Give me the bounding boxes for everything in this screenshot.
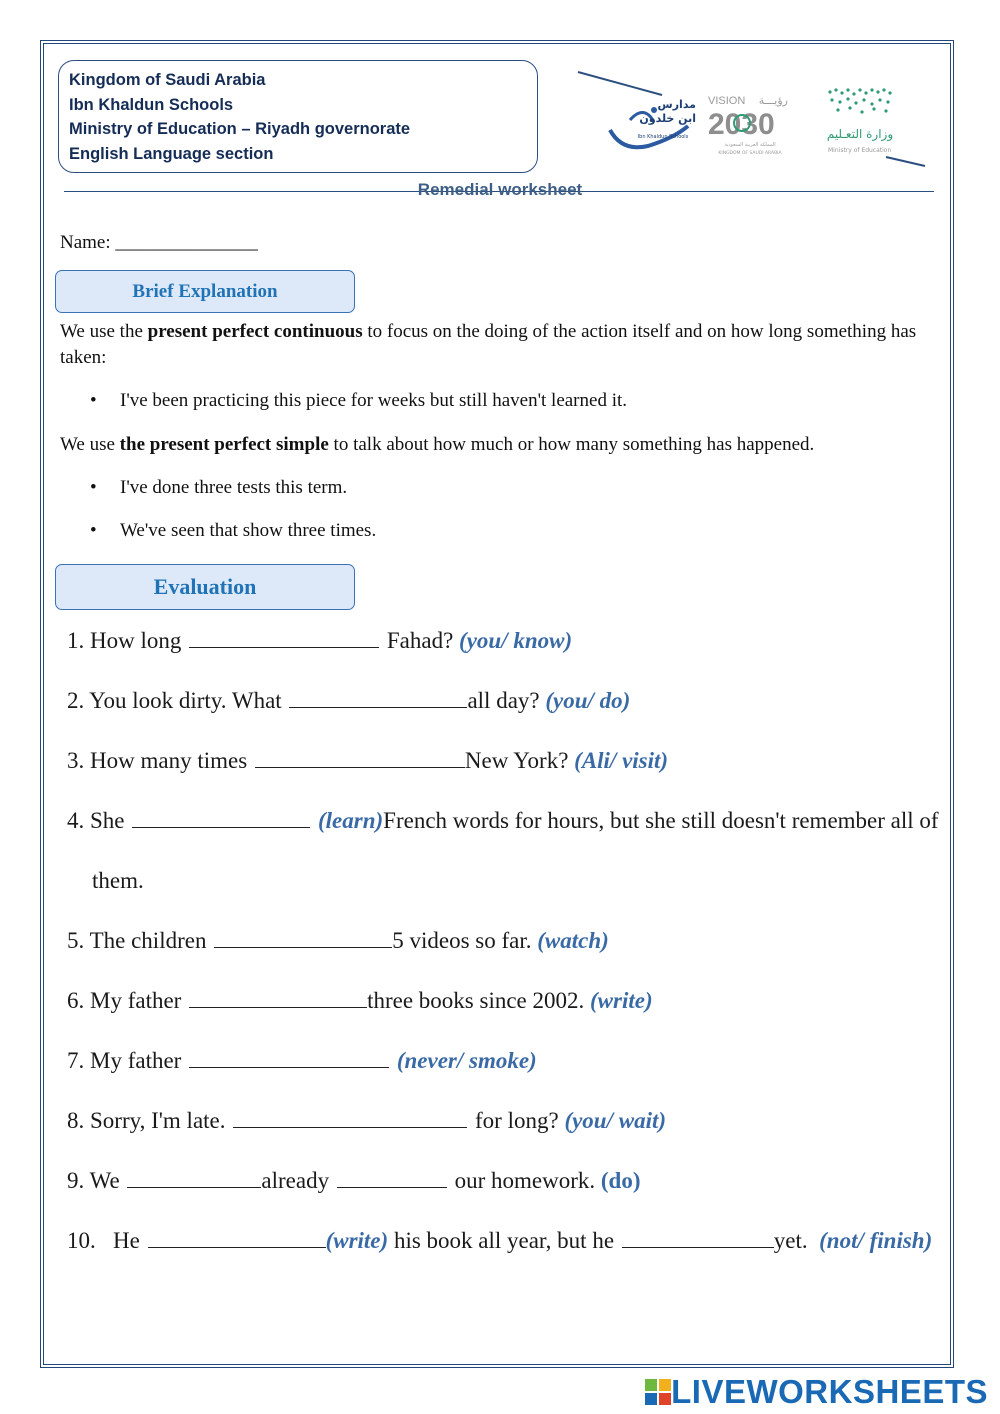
vision-english-sub: KINGDOM OF SAUDI ARABIA xyxy=(718,151,782,156)
question-number: 10. xyxy=(67,1228,96,1253)
question-text: Fahad? xyxy=(386,628,454,653)
liveworksheets-logo xyxy=(645,1372,988,1412)
answer-blank[interactable] xyxy=(189,989,367,1008)
question-number: 7. xyxy=(67,1048,85,1073)
question-text: How long xyxy=(90,628,182,653)
vision-word: VISION xyxy=(708,95,746,107)
vision-2030-logo xyxy=(708,94,788,156)
question-text: You look dirty. What xyxy=(89,688,282,713)
question-4-continuation: them. xyxy=(92,868,144,893)
bullet-dot: • xyxy=(90,520,97,541)
header-line-country: Kingdom of Saudi Arabia xyxy=(69,71,266,89)
answer-blank[interactable] xyxy=(622,1229,774,1248)
question-text: New York? xyxy=(464,748,569,773)
question-text: Sorry, I'm late. xyxy=(90,1108,226,1133)
bullet-item xyxy=(90,477,347,499)
answer-blank[interactable] xyxy=(289,689,467,708)
bullet-text: I've done three tests this term. xyxy=(120,477,348,498)
question-text: The children xyxy=(89,928,207,953)
header-line-section: English Language section xyxy=(69,144,274,163)
header-logos xyxy=(570,60,940,175)
ministry-logo xyxy=(827,88,893,154)
question-number: 5. xyxy=(67,928,85,953)
question-7 xyxy=(67,1048,537,1074)
vision-year: 2030 xyxy=(708,108,775,141)
question-number: 9. xyxy=(67,1168,85,1193)
question-10 xyxy=(67,1228,932,1254)
p1-bold: present perfect continuous xyxy=(147,321,363,342)
question-text: our homework. xyxy=(454,1168,596,1193)
school-arabic-name-2: ابن خلدون xyxy=(639,112,696,125)
question-text: My father xyxy=(90,988,182,1013)
question-6 xyxy=(67,988,653,1014)
question-text: his book all year, but he xyxy=(393,1228,615,1253)
verb-hint: (do) xyxy=(600,1168,641,1193)
question-number: 6. xyxy=(67,988,85,1013)
verb-hint: (you/ do) xyxy=(545,688,631,713)
question-text: yet. xyxy=(773,1228,808,1253)
verb-hint: (write) xyxy=(590,988,653,1013)
verb-hint: (not/ finish) xyxy=(819,1228,933,1253)
question-text: He xyxy=(113,1228,140,1253)
question-3 xyxy=(67,748,668,774)
bullet-dot: • xyxy=(90,390,97,411)
verb-hint: (write) xyxy=(325,1228,389,1253)
bullet-item xyxy=(90,390,627,412)
liveworksheets-icon xyxy=(645,1379,671,1405)
question-8 xyxy=(67,1108,666,1134)
answer-blank[interactable] xyxy=(189,629,379,648)
verb-hint: (learn) xyxy=(318,808,384,833)
school-arabic-name-1: مدارس xyxy=(657,98,696,111)
question-2 xyxy=(67,688,630,714)
question-number: 1. xyxy=(67,628,85,653)
question-text: three books since 2002. xyxy=(367,988,585,1013)
question-text: all day? xyxy=(467,688,540,713)
question-text: We xyxy=(89,1168,120,1193)
answer-blank[interactable] xyxy=(132,809,310,828)
answer-blank[interactable] xyxy=(127,1169,261,1188)
answer-blank[interactable] xyxy=(337,1169,447,1188)
question-text: How many times xyxy=(90,748,248,773)
p1-before: We use the xyxy=(60,321,148,342)
explanation-paragraph-2 xyxy=(60,432,945,458)
ministry-arabic: وزارة التعـليم xyxy=(826,127,894,141)
p2-after: to talk about how much or how many something has happened. xyxy=(328,434,815,455)
school-english-name: Ibn Khaldun Schools xyxy=(637,134,689,140)
vision-arabic: رؤيـــة xyxy=(758,94,788,107)
vision-arabic-sub: المملكة العربية السعودية xyxy=(724,142,776,148)
header-box xyxy=(58,60,538,173)
question-text: already xyxy=(261,1168,330,1193)
answer-blank[interactable] xyxy=(255,749,465,768)
question-number: 4. xyxy=(67,808,85,833)
explanation-paragraph-1 xyxy=(60,319,945,371)
ministry-english: Ministry of Education xyxy=(828,147,892,154)
question-text: My father xyxy=(90,1048,182,1073)
p2-before: We use xyxy=(60,434,120,455)
question-number: 2. xyxy=(67,688,85,713)
question-text: French words for hours, but she still doesn't remember all of xyxy=(383,808,939,833)
bullet-text: We've seen that show three times. xyxy=(120,520,377,541)
bullet-item xyxy=(90,520,376,542)
header-line-ministry: Ministry of Education – Riyadh governorate xyxy=(69,120,411,138)
ibn-khaldun-logo xyxy=(610,98,696,147)
bullet-text: I've been practicing this piece for weeks but still haven't learned it. xyxy=(120,390,627,411)
header-line-school: Ibn Khaldun Schools xyxy=(69,95,234,114)
answer-blank[interactable] xyxy=(148,1229,326,1248)
verb-hint: (watch) xyxy=(537,928,609,953)
worksheet-title: Remedial worksheet xyxy=(417,180,583,199)
question-4 xyxy=(67,808,939,834)
name-field: Name: _______________ xyxy=(60,232,258,253)
verb-hint: (you/ know) xyxy=(459,628,573,653)
decor-line-bottom xyxy=(886,157,925,166)
p1-after: to focus on the doing of the action itself and on how long something has taken: xyxy=(60,321,917,368)
verb-hint: (Ali/ visit) xyxy=(574,748,669,773)
answer-blank[interactable] xyxy=(189,1049,389,1068)
verb-hint: (never/ smoke) xyxy=(396,1048,537,1073)
liveworksheets-brand: LIVEWORKSHEETS xyxy=(671,1373,988,1410)
question-9 xyxy=(67,1168,641,1194)
ministry-dots-icon xyxy=(828,88,891,113)
decor-line-top xyxy=(578,72,662,95)
evaluation-heading: Evaluation xyxy=(55,564,355,610)
verb-hint: (you/ wait) xyxy=(564,1108,667,1133)
question-number: 8. xyxy=(67,1108,85,1133)
brief-explanation-heading: Brief Explanation xyxy=(55,270,355,313)
question-number: 3. xyxy=(67,748,85,773)
question-text: She xyxy=(90,808,125,833)
answer-blank[interactable] xyxy=(233,1109,467,1128)
question-text: 5 videos so far. xyxy=(392,928,532,953)
bullet-dot: • xyxy=(90,477,97,498)
question-5 xyxy=(67,928,609,954)
question-1 xyxy=(67,628,572,654)
p2-bold: the present perfect simple xyxy=(119,434,329,455)
answer-blank[interactable] xyxy=(214,929,392,948)
question-text: for long? xyxy=(475,1108,559,1133)
